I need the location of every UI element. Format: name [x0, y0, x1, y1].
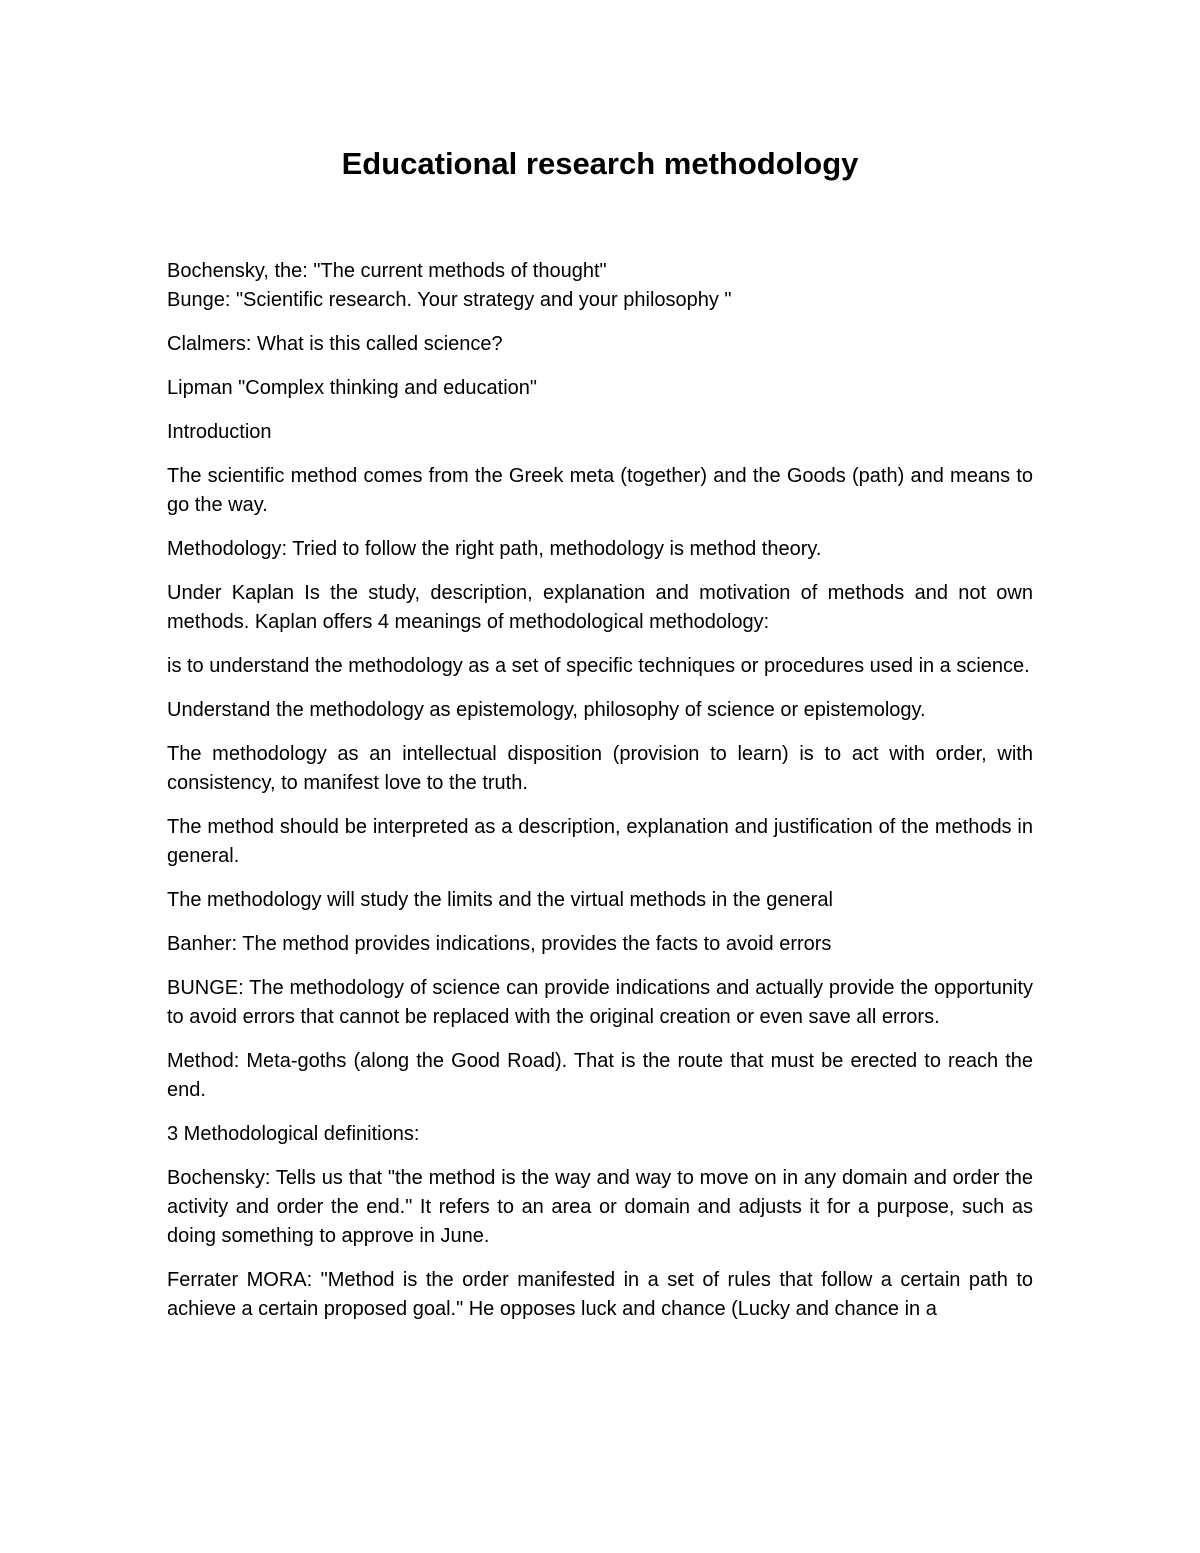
paragraph-banher: Banher: The method provides indications, provides the facts to avoid errors [167, 933, 832, 955]
document-title: Educational research methodology [341, 146, 859, 181]
paragraph-clalmers: Clalmers: What is this called science? [167, 333, 503, 355]
paragraph-method-interpretation: The method should be interpreted as a description, explanation and justification of the methods in general. [167, 816, 1033, 867]
section-introduction: Introduction [167, 421, 272, 443]
reference-bochensky: Bochensky, the: "The current methods of thought" [167, 260, 607, 282]
paragraph-meta-goths: Method: Meta-goths (along the Good Road). That is the route that must be erected to reach the end. [167, 1050, 1033, 1101]
reference-bunge: Bunge: "Scientific research. Your strategy and your philosophy " [167, 289, 732, 311]
paragraph-lipman: Lipman "Complex thinking and education" [167, 377, 537, 399]
paragraph-limits: The methodology will study the limits and the virtual methods in the general [167, 889, 833, 911]
reference-list [167, 257, 1033, 315]
paragraph-ferrater-mora: Ferrater MORA: "Method is the order manifested in a set of rules that follow a certain path to achieve a certain proposed goal." He opposes luck and chance (Lucky and chance in a [167, 1269, 1033, 1320]
paragraph-epistemology: Understand the methodology as epistemology, philosophy of science or epistemology. [167, 699, 926, 721]
paragraph-bunge: BUNGE: The methodology of science can provide indications and actually provide the opportunity to avoid errors that cannot be replaced with the original creation or even save all errors. [167, 977, 1033, 1028]
paragraph-bochensky-definition: Bochensky: Tells us that "the method is the way and way to move on in any domain and order the activity and order the end." It refers to an area or domain and adjusts it for a purpose, such as doing something to approve in June. [167, 1167, 1033, 1247]
paragraph-intellectual-disposition: The methodology as an intellectual disposition (provision to learn) is to act with order, with consistency, to manifest love to the truth. [167, 743, 1033, 794]
paragraph-scientific-method: The scientific method comes from the Greek meta (together) and the Goods (path) and means to go the way. [167, 465, 1033, 516]
paragraph-definitions-heading: 3 Methodological definitions: [167, 1123, 420, 1145]
paragraph-methodology-definition: Methodology: Tried to follow the right path, methodology is method theory. [167, 538, 822, 560]
paragraph-kaplan: Under Kaplan Is the study, description, explanation and motivation of methods and not own methods. Kaplan offers 4 meanings of methodological methodology: [167, 582, 1033, 633]
document-body [167, 144, 1033, 1339]
paragraph-techniques: is to understand the methodology as a set of specific techniques or procedures used in a science. [167, 655, 1030, 677]
